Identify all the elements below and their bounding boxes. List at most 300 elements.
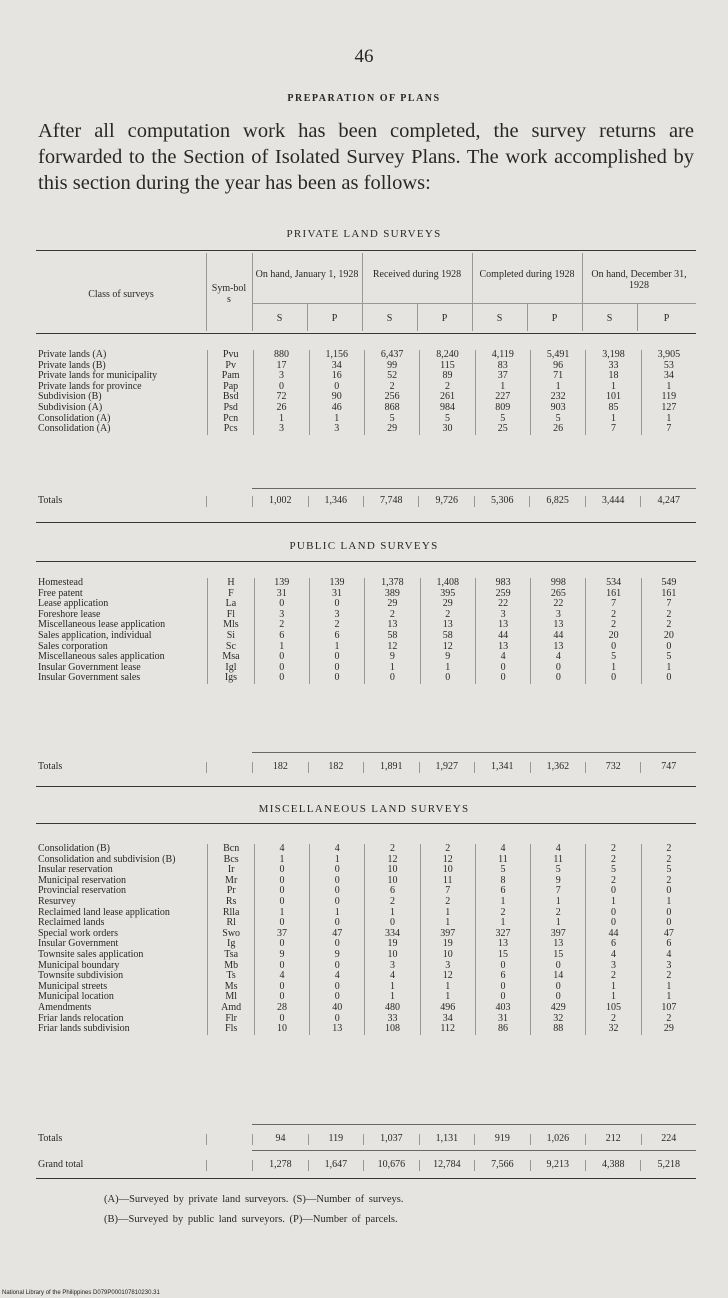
private-totals-table: [36, 496, 696, 507]
row-value: 1: [310, 855, 365, 866]
row-value: 139: [254, 578, 309, 589]
sub-header-p: P: [663, 313, 670, 324]
row-value: 29: [641, 1024, 696, 1035]
row-value: 4: [365, 971, 420, 982]
sub-header-p: P: [551, 313, 558, 324]
row-value: 1: [365, 982, 420, 993]
row-value: 29: [364, 424, 419, 435]
row-value: 9: [310, 950, 365, 961]
row-value: 2: [641, 844, 696, 855]
row-value: 115: [420, 361, 475, 372]
row-symbol: Rl: [208, 918, 255, 929]
row-value: 105: [586, 1003, 641, 1014]
row-value: 2: [364, 382, 419, 393]
table-row: [36, 992, 696, 1003]
row-label: Reclaimed lands: [38, 917, 105, 929]
row-value: 10: [365, 865, 420, 876]
row-value: 20: [641, 631, 696, 642]
row-symbol: Mls: [208, 620, 254, 631]
group-header-completed: Completed during 1928: [479, 269, 575, 280]
totals-row: [36, 496, 696, 507]
section-rule: [36, 786, 696, 787]
table-row: [36, 392, 696, 403]
row-value: 1: [586, 414, 641, 425]
row-value: 2: [365, 610, 420, 621]
table-row: [36, 971, 696, 982]
row-value: 9: [254, 950, 309, 961]
row-value: 0: [254, 897, 309, 908]
row-value: 0: [531, 992, 586, 1003]
row-value: 1: [309, 642, 364, 653]
row-value: 5: [475, 865, 530, 876]
row-value: 880: [254, 350, 309, 361]
row-value: 5,218: [641, 1160, 696, 1171]
row-value: 89: [420, 371, 475, 382]
row-value: 139: [309, 578, 364, 589]
row-value: 0: [309, 663, 364, 674]
table-row: [36, 589, 696, 600]
row-value: 71: [530, 371, 585, 382]
row-value: 212: [586, 1134, 641, 1145]
row-value: 12: [420, 971, 475, 982]
row-value: 6: [475, 886, 530, 897]
row-symbol: Psd: [207, 403, 253, 414]
row-value: 0: [586, 918, 641, 929]
row-value: 1: [475, 382, 530, 393]
row-value: 4,119: [475, 350, 530, 361]
row-value: 1: [641, 982, 696, 993]
row-value: 28: [254, 1003, 309, 1014]
row-value: 1: [586, 982, 641, 993]
row-value: 12: [365, 855, 420, 866]
row-value: 0: [309, 652, 364, 663]
row-value: 0: [254, 961, 309, 972]
row-value: 1: [586, 897, 641, 908]
row-value: 5: [364, 414, 419, 425]
row-value: 12,784: [419, 1160, 475, 1171]
row-value: 1: [420, 918, 475, 929]
row-value: 0: [531, 982, 586, 993]
misc-totals-table: [36, 1134, 696, 1145]
row-value: 1: [254, 908, 309, 919]
row-label: Miscellaneous sales application: [38, 651, 165, 663]
row-label: Private lands (A): [38, 349, 107, 360]
row-label: Totals: [38, 761, 63, 772]
public-surveys-table: [36, 578, 696, 684]
row-value: 83: [475, 361, 530, 372]
row-value: 0: [309, 382, 364, 393]
row-value: 2: [641, 855, 696, 866]
table-row: [36, 1014, 696, 1025]
row-value: 0: [420, 673, 475, 684]
row-value: 13: [475, 620, 530, 631]
row-symbol: Si: [208, 631, 254, 642]
table-row: [36, 350, 696, 361]
row-value: 13: [531, 620, 586, 631]
row-value: 0: [254, 599, 309, 610]
row-symbol: Ts: [208, 971, 255, 982]
row-value: 94: [253, 1134, 308, 1145]
row-value: 4: [254, 844, 309, 855]
table-row: [36, 382, 696, 393]
row-label: Foreshore lease: [38, 608, 101, 620]
row-symbol: Pr: [208, 886, 255, 897]
grand-total-row: [36, 1160, 696, 1171]
row-value: 2: [365, 844, 420, 855]
row-value: 0: [310, 876, 365, 887]
row-value: 998: [531, 578, 586, 589]
row-value: 0: [254, 1014, 309, 1025]
group-header-on-hand-jan: On hand, January 1, 1928: [255, 269, 359, 280]
row-value: 7: [641, 599, 696, 610]
row-value: 5,306: [474, 496, 529, 507]
row-value: 395: [420, 589, 475, 600]
row-value: 1,927: [419, 762, 475, 773]
row-value: 1: [530, 382, 585, 393]
row-symbol: Ir: [208, 865, 255, 876]
row-value: 11: [531, 855, 586, 866]
group-header-received: Received during 1928: [372, 269, 462, 280]
row-value: 9: [531, 876, 586, 887]
row-value: 5: [531, 865, 586, 876]
row-value: 10: [365, 950, 420, 961]
row-value: 9: [365, 652, 420, 663]
row-label: Reclaimed land lease application: [38, 906, 170, 918]
row-value: 1: [365, 992, 420, 1003]
row-value: 1,408: [420, 578, 475, 589]
grand-total-table: [36, 1160, 696, 1171]
row-value: 20: [586, 631, 641, 642]
row-value: 31: [475, 1014, 530, 1025]
row-value: 2: [641, 1014, 696, 1025]
row-label: Municipal location: [38, 991, 114, 1003]
table-row: [36, 886, 696, 897]
row-value: 30: [420, 424, 475, 435]
row-value: 1: [254, 642, 309, 653]
table-row: [36, 414, 696, 425]
row-value: 0: [310, 982, 365, 993]
row-value: 1: [641, 897, 696, 908]
table-row: [36, 876, 696, 887]
row-value: 31: [254, 589, 309, 600]
row-value: 5: [586, 865, 641, 876]
row-value: 809: [475, 403, 530, 414]
table-row: [36, 631, 696, 642]
row-symbol: [206, 496, 252, 507]
table-top-rule: [36, 250, 696, 251]
row-value: 3,444: [585, 496, 640, 507]
row-value: 12: [420, 855, 475, 866]
row-value: 52: [364, 371, 419, 382]
row-value: 1: [531, 918, 586, 929]
row-label: Totals: [38, 495, 63, 506]
row-value: 119: [641, 392, 696, 403]
row-value: 1: [475, 918, 530, 929]
row-value: 58: [365, 631, 420, 642]
row-value: 58: [420, 631, 475, 642]
row-value: 6: [254, 631, 309, 642]
row-symbol: Igl: [208, 663, 254, 674]
row-value: 2: [586, 620, 641, 631]
row-value: 1: [254, 414, 309, 425]
row-value: 1: [254, 855, 309, 866]
row-value: 389: [365, 589, 420, 600]
row-value: 1: [641, 992, 696, 1003]
row-value: 1,278: [253, 1160, 308, 1171]
row-value: 2: [641, 971, 696, 982]
row-value: 1,362: [530, 762, 586, 773]
row-value: 26: [530, 424, 585, 435]
row-symbol: Bsd: [207, 392, 253, 403]
row-value: 44: [531, 631, 586, 642]
table-row: [36, 961, 696, 972]
row-value: 3: [254, 610, 309, 621]
table-row: [36, 599, 696, 610]
public-totals-table: [36, 762, 696, 773]
row-value: 0: [475, 982, 530, 993]
row-label: Townsite subdivision: [38, 970, 124, 982]
row-value: 22: [531, 599, 586, 610]
row-value: 3: [420, 961, 475, 972]
misc-surveys-table: [36, 844, 696, 1035]
row-value: 5: [475, 414, 530, 425]
row-label: Municipal reservation: [38, 874, 127, 886]
row-value: 7,566: [475, 1160, 530, 1171]
row-value: 0: [531, 663, 586, 674]
row-value: 1,131: [419, 1134, 475, 1145]
row-value: 1,037: [364, 1134, 420, 1145]
table-row: [36, 1003, 696, 1014]
row-value: 6,437: [364, 350, 419, 361]
row-value: 37: [475, 371, 530, 382]
row-label: Private lands for municipality: [38, 370, 158, 382]
row-value: 88: [531, 1024, 586, 1035]
row-value: 2: [641, 620, 696, 631]
row-value: 10: [420, 865, 475, 876]
row-symbol: Ml: [208, 992, 255, 1003]
row-value: 4,388: [586, 1160, 641, 1171]
row-value: 3: [254, 371, 309, 382]
sub-header-s: S: [386, 313, 393, 324]
row-symbol: Bcs: [208, 855, 255, 866]
row-value: 101: [586, 392, 641, 403]
row-label: Homestead: [38, 577, 83, 588]
sub-header-s: S: [496, 313, 503, 324]
row-value: 327: [475, 929, 530, 940]
row-value: 0: [254, 663, 309, 674]
misc-surveys-title: MISCELLANEOUS LAND SURVEYS: [258, 803, 470, 815]
row-value: 549: [641, 578, 696, 589]
table-row: [36, 918, 696, 929]
row-value: 0: [310, 865, 365, 876]
row-value: 1: [641, 414, 696, 425]
row-value: 3: [309, 424, 364, 435]
row-value: 3: [309, 610, 364, 621]
row-value: 0: [254, 939, 309, 950]
row-value: 1: [586, 992, 641, 1003]
row-value: 868: [364, 403, 419, 414]
row-value: 86: [475, 1024, 530, 1035]
row-value: 5: [530, 414, 585, 425]
row-value: 1: [531, 897, 586, 908]
header-bottom-rule: [36, 333, 696, 334]
row-value: 13: [475, 939, 530, 950]
row-value: 2: [531, 908, 586, 919]
row-value: 1: [641, 382, 696, 393]
row-value: 6,825: [530, 496, 585, 507]
row-value: 4: [531, 844, 586, 855]
row-value: 0: [254, 982, 309, 993]
row-value: 15: [531, 950, 586, 961]
row-value: 0: [254, 865, 309, 876]
row-value: 0: [310, 1014, 365, 1025]
row-value: 34: [309, 361, 364, 372]
row-value: 1,002: [253, 496, 308, 507]
row-value: 0: [254, 382, 309, 393]
row-symbol: Ms: [208, 982, 255, 993]
class-column-header: Class of surveys: [88, 289, 154, 300]
row-value: 903: [530, 403, 585, 414]
footnote-line: (A)—Surveyed by private land surveyors. (S)—Number of surveys.: [104, 1194, 404, 1205]
row-value: 15: [475, 950, 530, 961]
row-label: Municipal streets: [38, 980, 108, 992]
row-symbol: Mb: [208, 961, 255, 972]
page-number: 46: [354, 46, 374, 67]
row-value: 8,240: [420, 350, 475, 361]
row-symbol: Pcs: [207, 424, 253, 435]
row-value: 53: [641, 361, 696, 372]
row-value: 0: [586, 908, 641, 919]
row-value: 90: [309, 392, 364, 403]
row-label: Consolidation (B): [38, 843, 110, 854]
row-label: Sales corporation: [38, 640, 108, 652]
row-value: 9,726: [419, 496, 474, 507]
row-value: 2: [586, 855, 641, 866]
row-label: Resurvey: [38, 895, 76, 907]
row-value: 3: [475, 610, 530, 621]
row-label: Totals: [38, 1133, 63, 1144]
table-row: [36, 403, 696, 414]
row-value: 1: [420, 908, 475, 919]
row-symbol: Pam: [207, 371, 253, 382]
row-value: 2: [586, 610, 641, 621]
row-value: 6: [586, 939, 641, 950]
row-value: 1: [365, 663, 420, 674]
row-value: 4,247: [641, 496, 696, 507]
row-value: 2: [309, 620, 364, 631]
row-value: 182: [253, 762, 308, 773]
row-label: Townsite sales application: [38, 948, 144, 960]
row-value: 6: [475, 971, 530, 982]
row-value: 19: [365, 939, 420, 950]
row-value: 29: [365, 599, 420, 610]
section-rule: [36, 561, 696, 562]
row-value: 0: [641, 642, 696, 653]
row-value: 13: [365, 620, 420, 631]
row-value: 13: [310, 1024, 365, 1035]
row-value: 0: [310, 886, 365, 897]
row-value: 32: [531, 1014, 586, 1025]
row-value: 47: [641, 929, 696, 940]
row-value: 44: [586, 929, 641, 940]
row-value: 0: [254, 918, 309, 929]
row-value: 13: [475, 642, 530, 653]
row-value: 224: [641, 1134, 696, 1145]
row-value: 33: [586, 361, 641, 372]
row-value: 0: [309, 673, 364, 684]
row-symbol: Rlla: [208, 908, 255, 919]
row-value: 227: [475, 392, 530, 403]
row-value: 22: [475, 599, 530, 610]
row-value: 0: [254, 876, 309, 887]
row-value: 2: [420, 897, 475, 908]
row-value: 496: [420, 1003, 475, 1014]
row-value: 0: [254, 673, 309, 684]
section-rule: [36, 522, 696, 523]
row-value: 2: [586, 971, 641, 982]
row-value: 2: [420, 610, 475, 621]
row-symbol: Fls: [208, 1024, 255, 1035]
row-value: 0: [310, 992, 365, 1003]
row-value: 0: [531, 961, 586, 972]
row-symbol: [206, 1160, 252, 1171]
row-value: 0: [641, 918, 696, 929]
row-symbol: Ig: [208, 939, 255, 950]
row-value: 0: [641, 886, 696, 897]
table-row: [36, 855, 696, 866]
row-value: 6: [309, 631, 364, 642]
row-value: 0: [475, 961, 530, 972]
row-value: 16: [309, 371, 364, 382]
symbols-column-header: Sym-bols: [211, 283, 247, 305]
row-value: 12: [420, 642, 475, 653]
row-value: 2: [641, 876, 696, 887]
row-value: 732: [586, 762, 641, 773]
row-symbol: Msa: [208, 652, 254, 663]
table-header: [36, 253, 696, 331]
row-value: 25: [475, 424, 530, 435]
row-value: 182: [308, 762, 363, 773]
row-label: Private lands for province: [38, 380, 142, 392]
table-row: [36, 929, 696, 940]
row-label: Special work orders: [38, 927, 118, 939]
row-value: 0: [475, 992, 530, 1003]
section-heading: PREPARATION OF PLANS: [287, 93, 441, 104]
row-value: 72: [254, 392, 309, 403]
public-surveys-title: PUBLIC LAND SURVEYS: [289, 540, 439, 552]
row-label: Municipal boundary: [38, 959, 120, 971]
row-value: 1,026: [530, 1134, 586, 1145]
library-watermark: National Library of the Philippines D079P000107810230.31: [2, 1290, 160, 1296]
row-value: 1: [365, 908, 420, 919]
table-row: [36, 865, 696, 876]
row-value: 0: [641, 673, 696, 684]
row-label: Private lands (B): [38, 359, 106, 371]
table-row: [36, 982, 696, 993]
row-value: 1,647: [308, 1160, 363, 1171]
row-symbol: [206, 1134, 252, 1145]
row-value: 4: [641, 950, 696, 961]
row-value: 19: [420, 939, 475, 950]
row-value: 31: [309, 589, 364, 600]
row-symbol: Pv: [207, 361, 253, 372]
row-value: 0: [310, 897, 365, 908]
row-label: Insular reservation: [38, 864, 113, 876]
row-symbol: Tsa: [208, 950, 255, 961]
row-value: 7: [641, 424, 696, 435]
row-value: 4: [586, 950, 641, 961]
row-value: 480: [365, 1003, 420, 1014]
